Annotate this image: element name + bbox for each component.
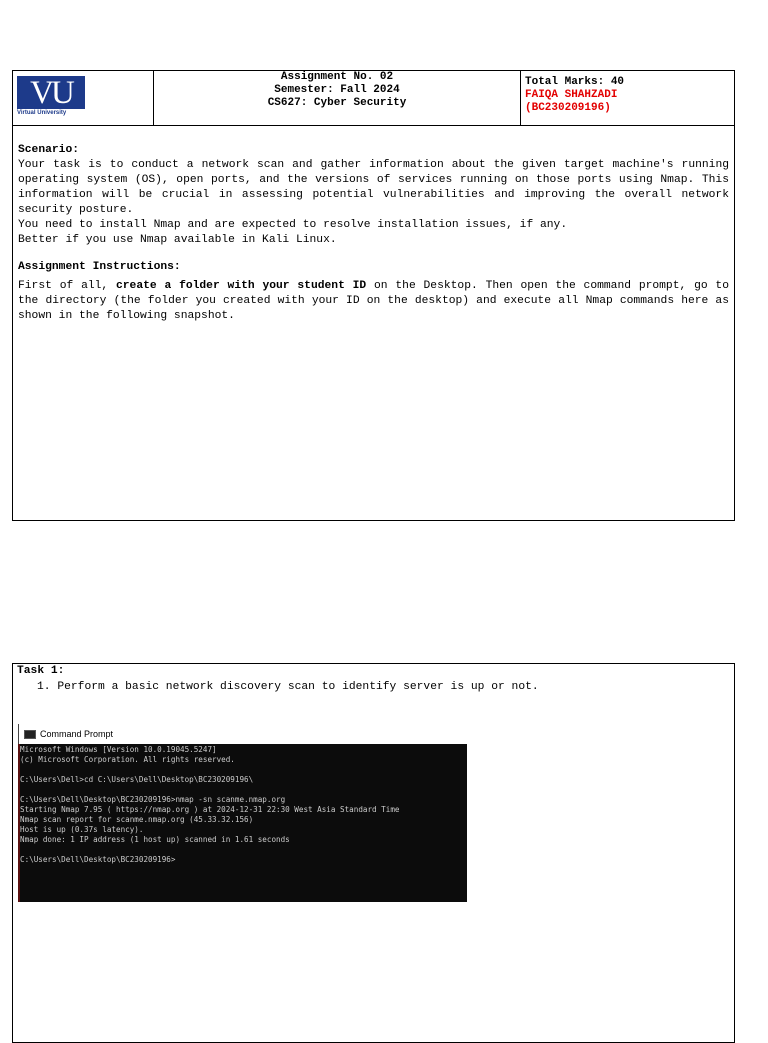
cmd-titlebar	[18, 724, 467, 744]
command-prompt-screenshot	[18, 724, 467, 904]
instructions-bold-text: create a folder with your student ID	[116, 280, 367, 292]
student-id: (BC230209196)	[525, 102, 611, 114]
cmd-line: Nmap done: 1 IP address (1 host up) scanned in 1.61 seconds	[20, 835, 290, 844]
assignment-content	[18, 143, 729, 324]
instructions-heading: Assignment Instructions:	[18, 261, 181, 273]
task-item-text: Perform a basic network discovery scan to identify server is up or not.	[57, 681, 539, 693]
scenario-install-line: You need to install Nmap and are expected to resolve installation issues, if any.	[18, 219, 568, 231]
total-marks: Total Marks: 40	[525, 76, 625, 88]
task-title: Task 1:	[17, 665, 65, 677]
cmd-line: C:\Users\Dell\Desktop\BC230209196>	[20, 855, 176, 864]
title-cell	[154, 71, 521, 125]
cmd-line: C:\Users\Dell>cd C:\Users\Dell\Desktop\BC230209196\	[20, 775, 254, 784]
header-row	[13, 71, 734, 126]
logo-subtitle: Virtual University	[17, 110, 67, 116]
instructions-paragraph	[18, 279, 729, 324]
cmd-window-title: Command Prompt	[40, 729, 114, 739]
semester: Semester: Fall 2024	[274, 84, 400, 96]
task-box	[12, 663, 735, 1043]
cmd-line: Starting Nmap 7.95 ( https://nmap.org ) at 2024-12-31 22:30 West Asia Standard Time	[20, 805, 400, 814]
instructions-text-start: First of all,	[18, 280, 116, 292]
cmd-line: Microsoft Windows [Version 10.0.19045.5247]	[20, 745, 217, 754]
cmd-line: C:\Users\Dell\Desktop\BC230209196>nmap -sn scanme.nmap.org	[20, 795, 286, 804]
terminal-icon	[24, 730, 36, 739]
cmd-output	[18, 744, 467, 902]
task-item	[37, 680, 539, 695]
cmd-line: Host is up (0.37s latency).	[20, 825, 144, 834]
cmd-line: Nmap scan report for scanme.nmap.org (45.33.32.156)	[20, 815, 254, 824]
cmd-line	[20, 845, 467, 855]
cmd-line	[20, 785, 467, 795]
assignment-header-box	[12, 70, 735, 521]
instructions-text-end: on the Desktop. Then open the command prompt, go to the directory (the folder you created with your ID on the desktop) and execute all Nmap commands here as shown in the following snapshot.	[18, 280, 729, 322]
scenario-heading: Scenario:	[18, 144, 80, 156]
logo-mark: VU	[17, 76, 85, 109]
cmd-line	[20, 765, 467, 775]
assignment-number: Assignment No. 02	[280, 71, 394, 83]
cmd-line: (c) Microsoft Corporation. All rights reserved.	[20, 755, 235, 764]
marks-cell	[521, 71, 734, 125]
scenario-paragraph: Your task is to conduct a network scan and gather information about the given target machine's running operating system (OS), open ports, and the versions of services running on those ports using Nmap. This information will be crucial in assessing potential vulnerabilities and improving the overall network security posture.	[18, 159, 729, 216]
logo-cell	[13, 71, 154, 125]
course-name: CS627: Cyber Security	[267, 97, 407, 109]
scenario-kali-line: Better if you use Nmap available in Kali Linux.	[18, 234, 337, 246]
student-name: FAIQA SHAHZADI	[525, 89, 618, 101]
vu-logo	[17, 76, 85, 120]
task-item-number: 1.	[37, 681, 51, 693]
